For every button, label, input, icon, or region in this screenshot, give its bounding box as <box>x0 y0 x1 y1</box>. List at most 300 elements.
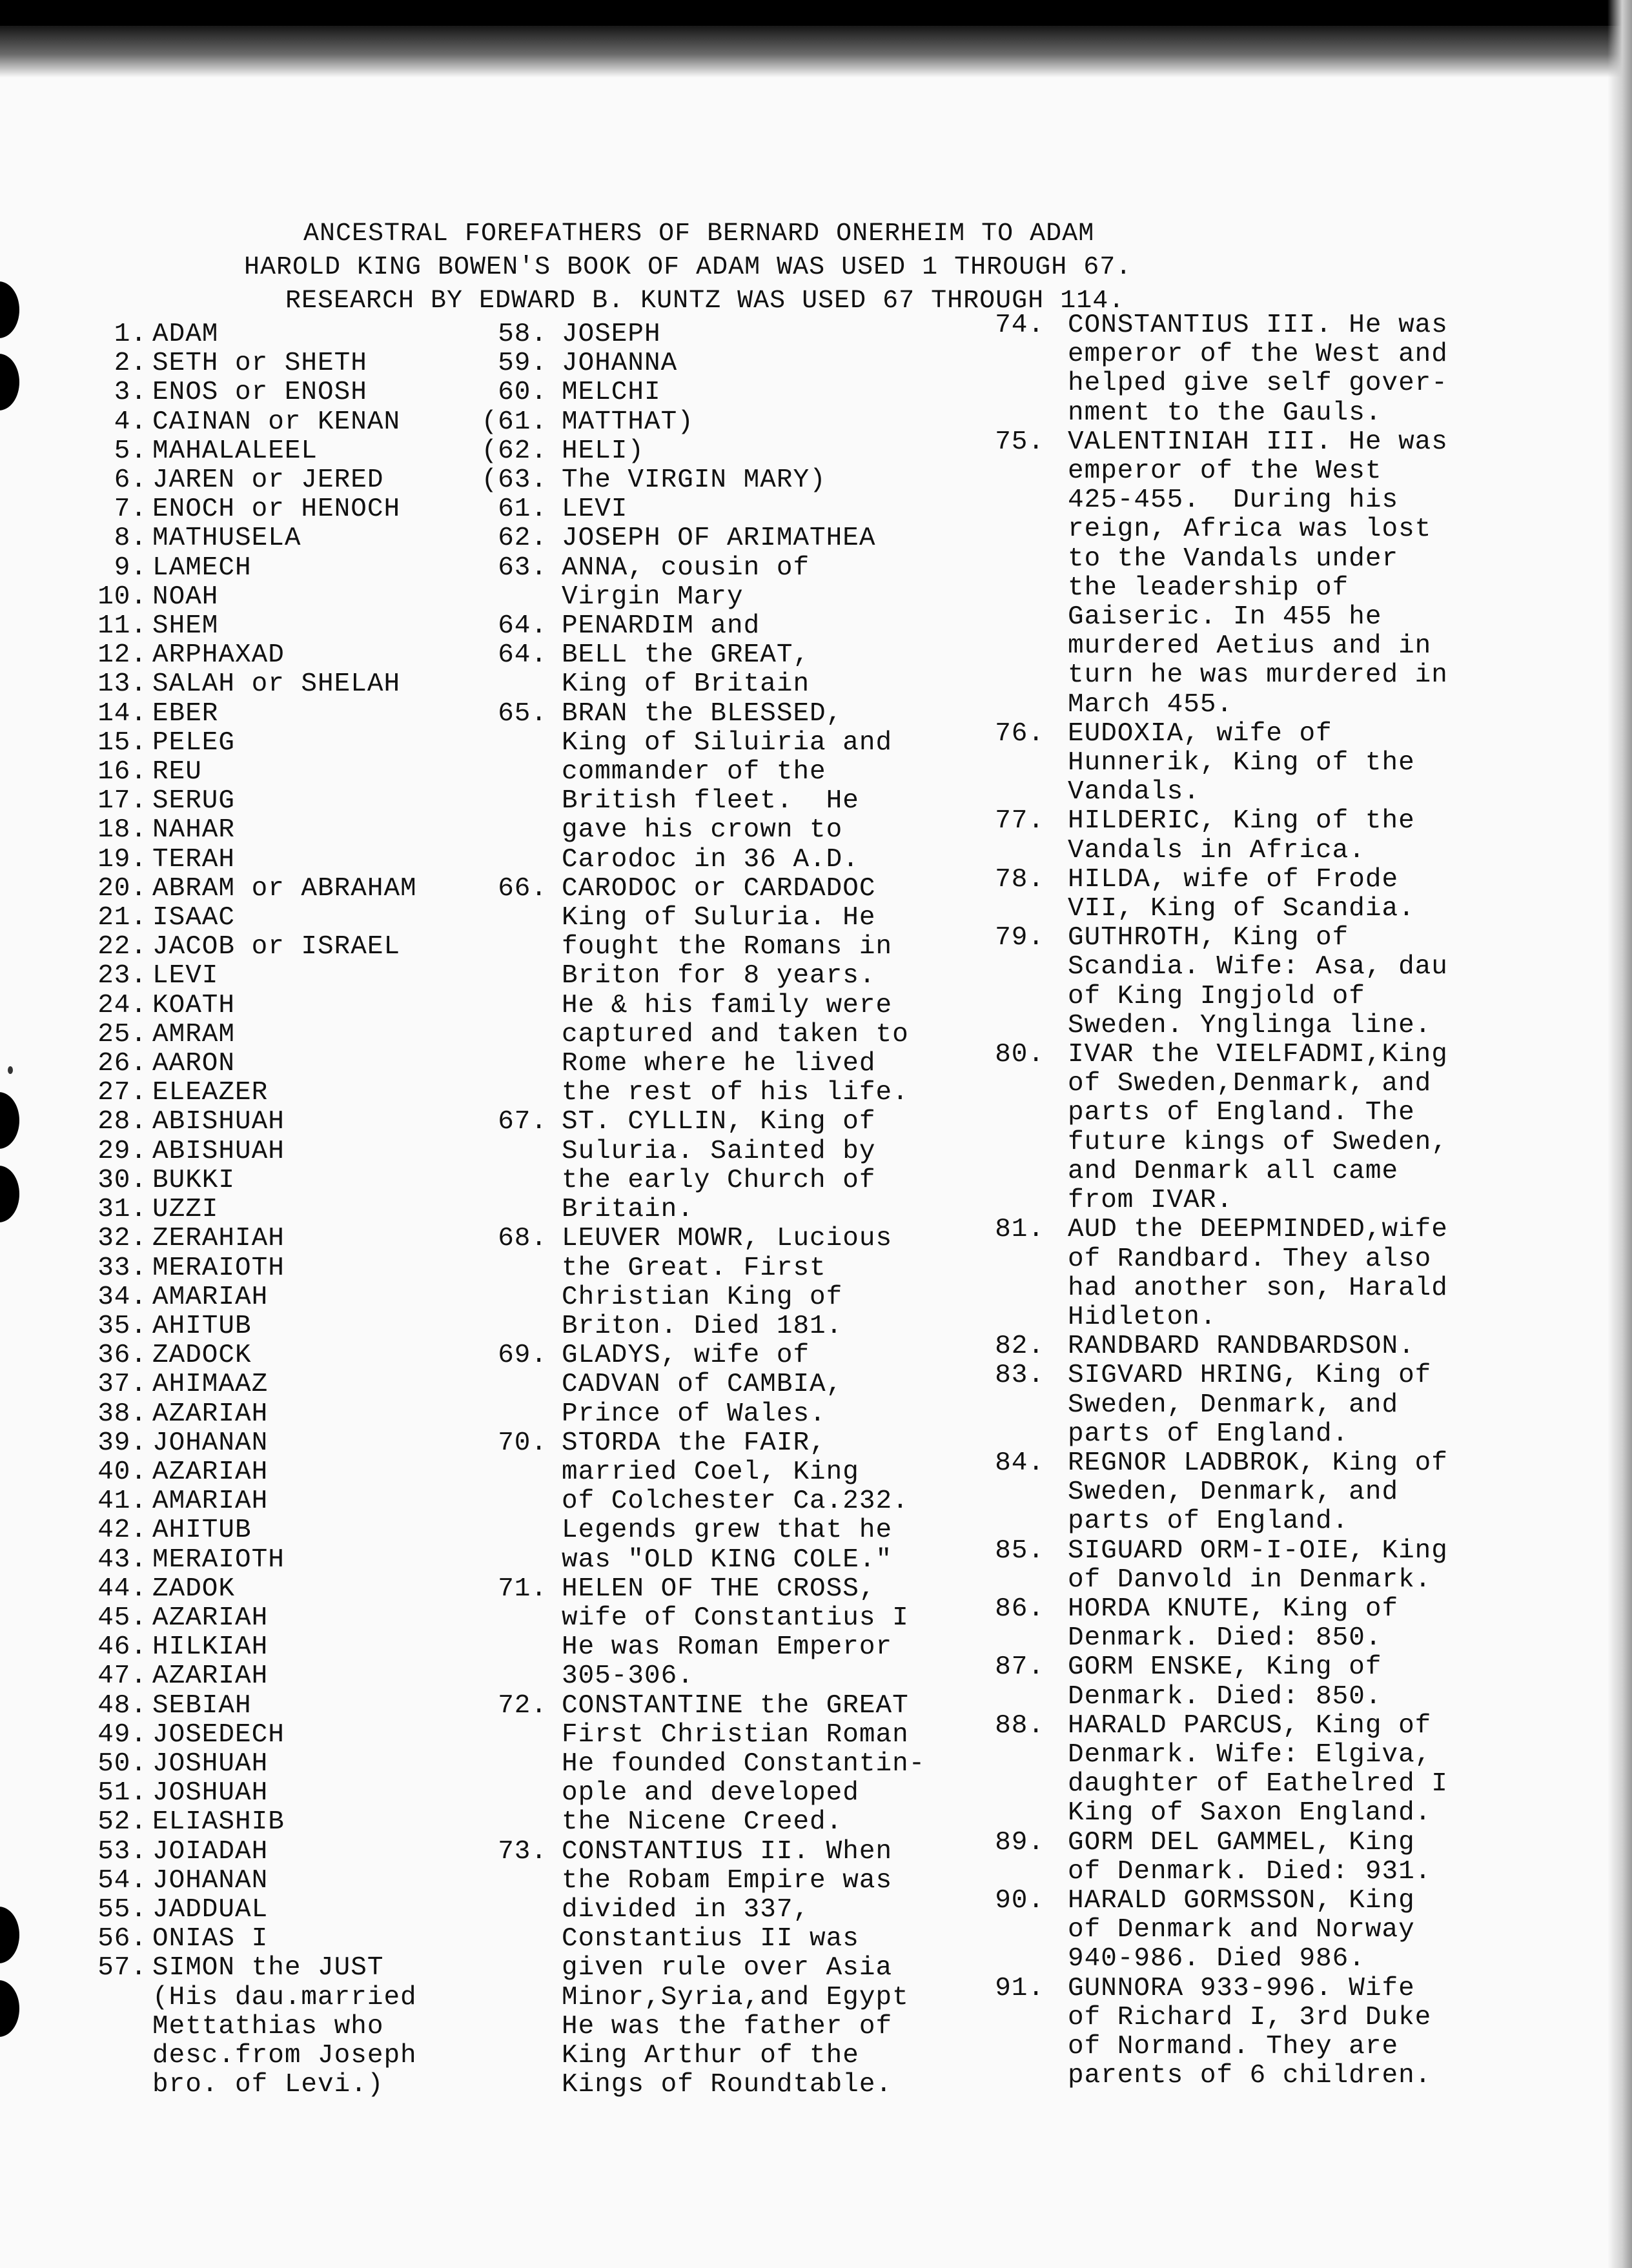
generation-entry <box>467 1954 1001 1983</box>
entry-text: married Coel, King <box>562 1457 859 1487</box>
entry-number: 61. <box>498 494 547 525</box>
entry-number: 66. <box>498 873 547 904</box>
entry-number: 48. <box>97 1690 147 1721</box>
entry-number: 42. <box>97 1515 147 1546</box>
entry-number <box>975 1128 1045 1157</box>
entry-text: from IVAR. <box>1068 1186 1234 1216</box>
generation-entry <box>467 875 1001 904</box>
entry-text: Briton for 8 years. <box>562 961 876 991</box>
entry-number: 43. <box>97 1544 147 1575</box>
entry-text: captured and taken to <box>562 1019 909 1049</box>
generation-entry <box>975 924 1610 953</box>
entry-number <box>467 1633 547 1662</box>
entry-number <box>975 1274 1045 1303</box>
generation-entry <box>467 1721 1001 1750</box>
generation-entry <box>467 495 1001 524</box>
entry-text: Rome where he lived <box>562 1049 876 1079</box>
entry-number <box>975 1011 1045 1040</box>
generation-entry <box>467 845 1001 875</box>
generation-entry <box>467 1254 1001 1283</box>
generation-entry <box>467 1166 1001 1195</box>
entry-number <box>467 787 547 816</box>
generation-entry <box>975 982 1610 1011</box>
entry-text: emperor of the West and <box>1068 339 1448 370</box>
generation-entry <box>467 670 1001 699</box>
entry-text: REU <box>152 757 202 787</box>
generation-entry <box>467 1779 1001 1808</box>
generation-entry <box>975 1303 1610 1332</box>
entry-number: 47. <box>97 1661 147 1692</box>
generation-entry <box>975 691 1610 720</box>
entry-text: March 455. <box>1068 689 1234 720</box>
entry-text: MERAIOTH <box>152 1544 285 1575</box>
entry-number <box>467 670 547 699</box>
entry-text: LAMECH <box>152 552 252 583</box>
entry-text: AZARIAH <box>152 1399 269 1429</box>
entry-number <box>467 2041 547 2071</box>
entry-text: SHEM <box>152 611 219 642</box>
entry-text: SALAH or SHELAH <box>152 669 401 700</box>
entry-number <box>975 1916 1045 1945</box>
entry-text: the Great. First <box>562 1253 826 1283</box>
generation-entry <box>467 1925 1001 1954</box>
entry-number <box>467 1283 547 1312</box>
generation-entry <box>975 1420 1610 1449</box>
entry-number <box>467 729 547 758</box>
entry-text: JOSEPH <box>562 319 661 349</box>
entry-text: British fleet. He <box>562 786 859 816</box>
generation-entry <box>467 1750 1001 1779</box>
entry-number: 44. <box>97 1574 147 1604</box>
entry-text: fought the Romans in <box>562 932 893 962</box>
generation-entry <box>975 1945 1610 1974</box>
entry-number: 79. <box>995 923 1045 953</box>
entry-text: JOSEDECH <box>152 1719 285 1750</box>
entry-number <box>467 1925 547 1954</box>
entry-number <box>467 583 547 612</box>
entry-text: AHITUB <box>152 1311 252 1341</box>
header-source-line: HAROLD KING BOWEN'S BOOK OF ADAM WAS USED 1 THROUGH 67. <box>244 253 1132 282</box>
entry-number: 59. <box>498 349 547 379</box>
entry-text: to the Vandals under <box>1068 543 1399 574</box>
generation-entry <box>975 574 1610 603</box>
entry-number: 53. <box>97 1836 147 1867</box>
generation-entry <box>975 2003 1610 2032</box>
entry-text: HILKIAH <box>152 1632 269 1663</box>
entry-number: 2. <box>114 349 147 379</box>
generation-entry <box>975 1653 1610 1682</box>
entry-number: 30. <box>97 1165 147 1195</box>
punch-hole <box>0 1092 19 1149</box>
generation-entry <box>975 1507 1610 1536</box>
entry-number <box>975 1303 1045 1332</box>
generation-entry <box>467 466 1001 495</box>
entry-text: ABISHUAH <box>152 1107 285 1137</box>
entry-text: VALENTINIAH III. He was <box>1068 427 1448 457</box>
generation-entry <box>975 1741 1610 1770</box>
entry-text: MELCHI <box>562 378 661 408</box>
entry-text: BUKKI <box>152 1165 236 1195</box>
entry-number <box>975 1391 1045 1420</box>
generation-entry <box>467 1108 1001 1137</box>
entry-number <box>467 962 547 991</box>
entry-number: 80. <box>995 1040 1045 1070</box>
entry-text: gave his crown to <box>562 815 843 845</box>
entry-number: 60. <box>498 378 547 408</box>
entry-text: future kings of Sweden, <box>1068 1127 1448 1157</box>
entry-number: 21. <box>97 903 147 933</box>
generation-entry <box>975 1099 1610 1128</box>
entry-text: He founded Constantin- <box>562 1748 926 1779</box>
entry-text: King Arthur of the <box>562 2040 859 2071</box>
header-title: ANCESTRAL FOREFATHERS OF BERNARD ONERHEIM TO ADAM <box>303 219 1095 248</box>
entry-number: 15. <box>97 727 147 758</box>
entry-text: desc.from Joseph <box>152 2040 417 2071</box>
entry-text: of Sweden,Denmark, and <box>1068 1069 1432 1099</box>
generation-entry <box>467 758 1001 787</box>
entry-text: HELI) <box>562 436 645 466</box>
punch-hole <box>0 1980 19 2037</box>
entry-text: (His dau.married <box>152 1982 417 2012</box>
generation-entry <box>467 554 1001 583</box>
entry-text: CONSTANTIUS III. He was <box>1068 310 1448 340</box>
entry-number <box>975 749 1045 778</box>
generation-entry <box>467 1341 1001 1370</box>
entry-number <box>467 1954 547 1983</box>
generation-entry <box>975 895 1610 924</box>
entry-text: GORM DEL GAMMEL, King <box>1068 1827 1415 1858</box>
entry-text: HARALD GORMSSON, King <box>1068 1885 1415 1916</box>
generation-entry <box>975 1040 1610 1069</box>
entry-text: nment to the Gauls. <box>1068 398 1382 428</box>
entry-text: Constantius II was <box>562 1924 859 1954</box>
entry-text: CARODOC or CARDADOC <box>562 873 876 904</box>
entry-text: emperor of the West <box>1068 456 1382 487</box>
entry-number: 90. <box>995 1885 1045 1916</box>
entry-text: Sweden. Ynglinga line. <box>1068 1010 1432 1040</box>
entry-number <box>975 982 1045 1011</box>
entry-text: IVAR the VIELFADMI,King <box>1068 1040 1448 1070</box>
generation-entry <box>975 1245 1610 1274</box>
entry-text: had another son, Harald <box>1068 1273 1448 1303</box>
generation-entry <box>467 583 1001 612</box>
entry-number: 18. <box>97 815 147 845</box>
entry-text: murdered Aetius and in <box>1068 631 1432 662</box>
entry-text: 305-306. <box>562 1661 694 1692</box>
generation-entry <box>467 2041 1001 2071</box>
entry-text: HELEN OF THE CROSS, <box>562 1574 876 1604</box>
generation-entry <box>467 1633 1001 1662</box>
generation-entry <box>975 1566 1610 1595</box>
entry-number: 26. <box>97 1049 147 1079</box>
entry-number <box>975 515 1045 544</box>
entry-number <box>467 1896 547 1925</box>
entry-text: AZARIAH <box>152 1603 269 1633</box>
generation-entry <box>467 1546 1001 1575</box>
entry-number: 58. <box>498 319 547 349</box>
entry-text: of King Ingjold of <box>1068 981 1365 1011</box>
entry-number <box>975 895 1045 924</box>
entry-number: 83. <box>995 1361 1045 1391</box>
entry-number: 6. <box>114 465 147 496</box>
entry-number <box>975 457 1045 486</box>
scan-shadow-right <box>1607 0 1632 2268</box>
entry-number <box>975 632 1045 661</box>
header-research-line: RESEARCH BY EDWARD B. KUNTZ WAS USED 67 THROUGH 114. <box>285 287 1125 316</box>
entry-text: ZADOCK <box>152 1341 252 1371</box>
entry-number <box>975 1566 1045 1595</box>
entry-number <box>57 2071 147 2100</box>
entry-number <box>975 545 1045 574</box>
entry-number <box>975 1069 1045 1099</box>
punch-hole <box>0 1907 19 1963</box>
generation-entry <box>975 428 1610 457</box>
generation-entry <box>975 1157 1610 1186</box>
entry-text: ABRAM or ABRAHAM <box>152 873 417 904</box>
generation-entry <box>975 1215 1610 1244</box>
entry-text: Minor,Syria,and Egypt <box>562 1982 909 2012</box>
entry-text: AARON <box>152 1049 236 1079</box>
entry-number: 7. <box>114 494 147 525</box>
entry-text: ADAM <box>152 319 219 349</box>
entry-number <box>975 1186 1045 1215</box>
generation-entry <box>467 349 1001 378</box>
entry-text: JOIADAH <box>152 1836 269 1867</box>
entry-number <box>467 1049 547 1078</box>
entry-text: Vandals. <box>1068 777 1200 807</box>
entry-number: 82. <box>995 1331 1045 1362</box>
entry-text: ABISHUAH <box>152 1136 285 1166</box>
entry-text: REGNOR LADBROK, King of <box>1068 1448 1448 1478</box>
entry-text: LEVI <box>562 494 628 525</box>
entry-text: Briton. Died 181. <box>562 1311 843 1341</box>
entry-text: GUTHROTH, King of <box>1068 923 1349 953</box>
entry-number <box>467 1487 547 1516</box>
generation-entry <box>975 632 1610 661</box>
generation-entry <box>467 2012 1001 2041</box>
entry-number <box>57 1983 147 2012</box>
generation-entry <box>975 1449 1610 1478</box>
entry-text: UZZI <box>152 1195 219 1225</box>
entry-number: 34. <box>97 1282 147 1312</box>
generation-entry <box>467 1195 1001 1224</box>
entry-number <box>975 661 1045 690</box>
entry-text: JADDUAL <box>152 1894 269 1925</box>
entry-number: 3. <box>114 378 147 408</box>
generation-entry <box>467 816 1001 845</box>
entry-number: 40. <box>97 1457 147 1487</box>
generation-entry <box>467 1983 1001 2012</box>
entry-text: ZADOK <box>152 1574 236 1604</box>
entry-number <box>975 1799 1045 1828</box>
entry-number <box>57 2041 147 2071</box>
entry-text: PELEG <box>152 727 236 758</box>
entry-text: ZERAHIAH <box>152 1224 285 1254</box>
generation-entry <box>975 1361 1610 1390</box>
entry-text: NOAH <box>152 582 219 612</box>
entry-text: of Denmark and Norway <box>1068 1915 1415 1945</box>
entry-number: (61. <box>481 407 547 437</box>
generation-entry <box>467 1078 1001 1108</box>
entry-text: reign, Africa was lost <box>1068 514 1432 545</box>
entry-text: AMARIAH <box>152 1486 269 1517</box>
entry-text: King of Siluiria and <box>562 727 893 758</box>
entry-text: given rule over Asia <box>562 1953 893 1983</box>
generation-entry <box>975 1011 1610 1040</box>
entry-text: RANDBARD RANDBARDSON. <box>1068 1331 1415 1362</box>
entry-text: The VIRGIN MARY) <box>562 465 826 496</box>
generation-entry <box>975 603 1610 632</box>
entry-number: 14. <box>97 698 147 729</box>
entry-text: SIGUARD ORM-I-OIE, King <box>1068 1535 1448 1566</box>
entry-number: 56. <box>97 1924 147 1954</box>
entry-number: 1. <box>114 319 147 349</box>
entry-number <box>467 1078 547 1108</box>
entry-text: Carodoc in 36 A.D. <box>562 844 859 875</box>
generation-entry <box>467 524 1001 553</box>
generation-entry <box>467 1516 1001 1545</box>
generation-entry <box>467 700 1001 729</box>
entry-text: SIGVARD HRING, King of <box>1068 1361 1432 1391</box>
entry-number <box>467 991 547 1020</box>
entry-text: 940-986. Died 986. <box>1068 1944 1365 1974</box>
entry-number: 23. <box>97 961 147 991</box>
entry-number: 10. <box>97 582 147 612</box>
entry-text: CADVAN of CAMBIA, <box>562 1370 843 1400</box>
generation-entry <box>467 1487 1001 1516</box>
generation-entry <box>975 1274 1610 1303</box>
entry-number <box>467 845 547 875</box>
entry-text: Legends grew that he <box>562 1515 893 1546</box>
entry-text: the early Church of <box>562 1165 876 1195</box>
entry-number <box>975 1945 1045 1974</box>
generation-entry <box>467 1049 1001 1078</box>
generation-entry <box>975 1332 1610 1361</box>
generation-entry <box>975 749 1610 778</box>
entry-number <box>467 1721 547 1750</box>
entry-text: SEBIAH <box>152 1690 252 1721</box>
entry-number: 12. <box>97 640 147 671</box>
entry-text: First Christian Roman <box>562 1719 909 1750</box>
entry-text: of Danvold in Denmark. <box>1068 1564 1432 1595</box>
entry-text: ONIAS I <box>152 1924 269 1954</box>
entry-number <box>467 1750 547 1779</box>
generation-entry <box>467 1896 1001 1925</box>
entry-text: SERUG <box>152 786 236 816</box>
entry-number <box>467 1166 547 1195</box>
entry-text: HARALD PARCUS, King of <box>1068 1710 1432 1741</box>
entry-text: of Colchester Ca.232. <box>562 1486 909 1517</box>
entry-number <box>975 1770 1045 1799</box>
generation-entry <box>467 1137 1001 1166</box>
generation-entry <box>975 1595 1610 1624</box>
entry-text: parts of England. <box>1068 1506 1349 1537</box>
entry-text: commander of the <box>562 757 826 787</box>
generation-entry <box>975 953 1610 982</box>
entry-number: 55. <box>97 1894 147 1925</box>
entry-text: EBER <box>152 698 219 729</box>
generation-entry <box>975 545 1610 574</box>
entry-text: Hidleton. <box>1068 1302 1217 1332</box>
punch-hole <box>0 1166 19 1222</box>
generation-entry <box>975 1391 1610 1420</box>
entry-text: MATHUSELA <box>152 523 301 554</box>
entry-text: 425-455. During his <box>1068 485 1399 516</box>
entry-number <box>467 1867 547 1896</box>
entry-text: was "OLD KING COLE." <box>562 1544 893 1575</box>
entry-number: 76. <box>995 718 1045 749</box>
entry-number: 25. <box>97 1019 147 1049</box>
scan-border-top <box>0 0 1632 26</box>
entry-number: 88. <box>995 1710 1045 1741</box>
entry-text: wife of Constantius I <box>562 1603 909 1633</box>
entry-number <box>975 486 1045 515</box>
entry-number: 27. <box>97 1078 147 1108</box>
entry-text: JOSHUAH <box>152 1748 269 1779</box>
entry-number <box>975 691 1045 720</box>
entry-number: 71. <box>498 1574 547 1604</box>
scan-speck <box>8 1066 13 1074</box>
generation-entry <box>467 1400 1001 1429</box>
entry-text: King of Suluria. He <box>562 903 876 933</box>
generation-entry <box>975 1828 1610 1858</box>
generation-entry <box>975 457 1610 486</box>
entry-text: ST. CYLLIN, King of <box>562 1107 876 1137</box>
entry-number: 8. <box>114 523 147 554</box>
entry-text: ELEAZER <box>152 1078 269 1108</box>
punch-hole <box>0 281 19 338</box>
entry-number: 65. <box>498 698 547 729</box>
entry-text: BELL the GREAT, <box>562 640 810 671</box>
entry-number: 72. <box>498 1690 547 1721</box>
entry-number: 19. <box>97 844 147 875</box>
entry-text: ANNA, cousin of <box>562 552 810 583</box>
generation-entry <box>467 2071 1001 2100</box>
generation-entry <box>467 1429 1001 1458</box>
entry-number: 52. <box>97 1807 147 1838</box>
entry-number: 84. <box>995 1448 1045 1478</box>
generation-entry <box>975 1887 1610 1916</box>
entry-number: 36. <box>97 1341 147 1371</box>
generation-entry <box>975 311 1610 340</box>
entry-text: Suluria. Sainted by <box>562 1136 876 1166</box>
generation-entry <box>467 1575 1001 1604</box>
entry-text: ARPHAXAD <box>152 640 285 671</box>
entry-number <box>975 1478 1045 1507</box>
entry-text: STORDA the FAIR, <box>562 1428 826 1458</box>
entry-text: Vandals in Africa. <box>1068 835 1365 866</box>
entry-number <box>467 1137 547 1166</box>
entry-number <box>57 2012 147 2041</box>
entry-number: 32. <box>97 1224 147 1254</box>
entry-text: SETH or SHETH <box>152 349 367 379</box>
entry-text: the leadership of <box>1068 572 1349 603</box>
generation-entry <box>467 729 1001 758</box>
entry-number: 64. <box>498 611 547 642</box>
entry-number: 5. <box>114 436 147 466</box>
entry-text: TERAH <box>152 844 236 875</box>
entry-text: Sweden, Denmark, and <box>1068 1477 1399 1508</box>
entry-number <box>467 1808 547 1837</box>
generation-entry <box>975 340 1610 369</box>
entry-number <box>975 1245 1045 1274</box>
entry-number <box>467 933 547 962</box>
entry-number: 77. <box>995 806 1045 836</box>
entry-text: He & his family were <box>562 990 893 1020</box>
entry-text: of Randbard. They also <box>1068 1244 1432 1274</box>
entry-number: 38. <box>97 1399 147 1429</box>
entry-number <box>975 1099 1045 1128</box>
